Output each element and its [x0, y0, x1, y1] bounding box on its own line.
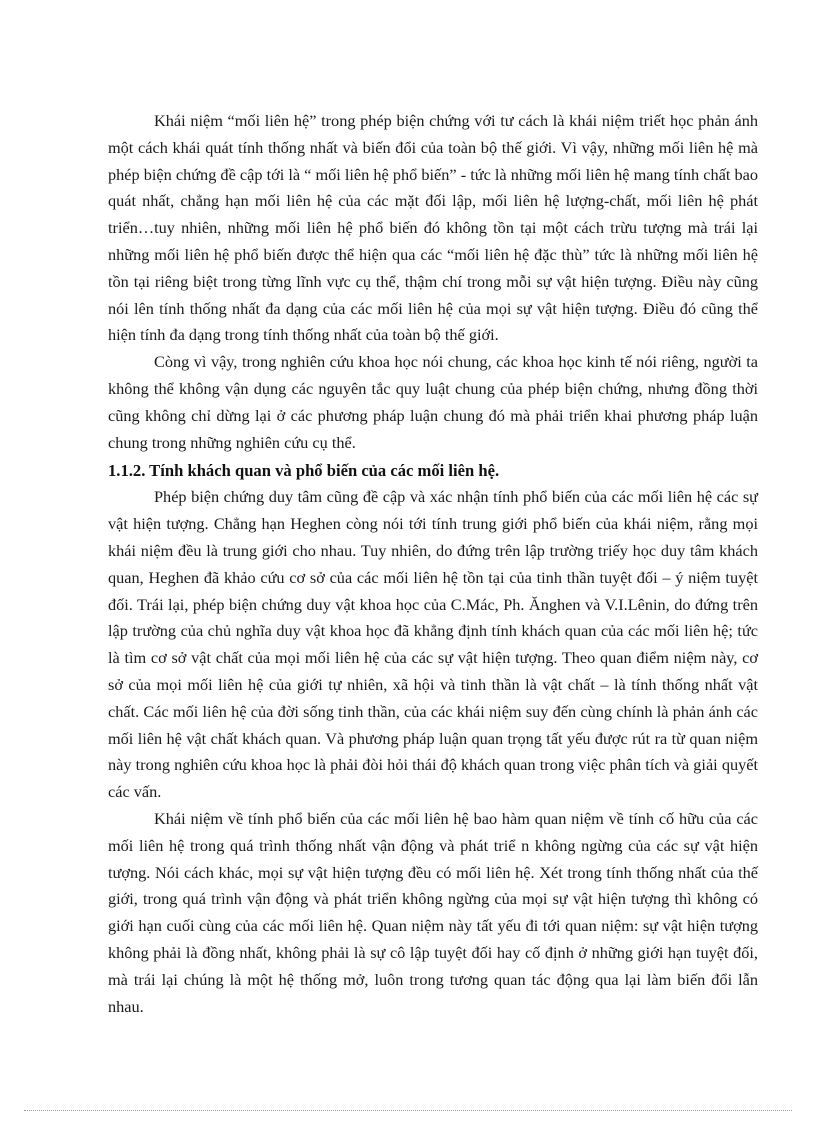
- document-page: [108, 108, 758, 1020]
- section-heading: 1.1.2. Tính khách quan và phổ biến của các mối liên hệ.: [108, 461, 500, 481]
- paragraph-universality: Khái niệm về tính phổ biến của các mối liên hệ bao hàm quan niệm về tính cố hữu của các mối liên hệ trong quá trình thống nhất vận động và phát triể n không ngừng của các sự vật hiện tượng. Nói cách khác, mọi sự vật hiện tượng đều có mối liên hệ. Xét trong tính thống nhất của thế giới, trong quá trình vận động và phát triển không ngừng của mọi sự vật hiện tượng thì không có giới hạn cuối cùng của các mối liên hệ. Quan niệm này tất yếu đi tới quan niệm: sự vật hiện tượng không phải là đồng nhất, không phải là sự cô lập tuyệt đối hay cố định ở những giới hạn tuyệt đối, mà trái lại chúng là một hệ thống mở, luôn trong tương quan tác động qua lại làm biến đổi lẫn nhau.: [108, 808, 758, 1016]
- paragraph-research-application: Còng vì vậy, trong nghiên cứu khoa học nói chung, các khoa học kinh tế nói riêng, người ta không thể không vận dụng các nguyên tắc quy luật chung của phép biện chứng, nhưng đồng thời cũng không chỉ dừng lại ở các phương pháp luận chung đó mà phải triển khai phương pháp luận chung trong những nghiên cứu cụ thể.: [108, 352, 758, 452]
- page-bottom-divider: [24, 1110, 792, 1111]
- paragraph-objectivity: Phép biện chứng duy tâm cũng đề cập và xác nhận tính phổ biến của các mối liên hệ các sự vật hiện tượng. Chẳng hạn Heghen còng nói tới tính trung giới phổ biến của khái niệm, rằng mọi khái niệm đều là trung giới cho nhau. Tuy nhiên, do đứng trên lập trường triếy học duy tâm khách quan, Heghen đã khảo cứu cơ sở của các mối liên hệ tồn tại của tinh thần tuyệt đối – ý niệm tuyệt đối. Trái lại, phép biện chứng duy vật khoa học của C.Mác, Ph. Ănghen và V.I.Lênin, do đứng trên lập trường của chủ nghĩa duy vật khoa học đã khẳng định tính khách quan của các mối liên hệ; tức là tìm cơ sở vật chất của mọi mối liên hệ của các sự vật hiện tượng. Theo quan điểm niệm này, cơ sở của mọi mối liên hệ của giới tự nhiên, xã hội và tinh thần là vật chất – là tính thống nhất vật chất. Các mối liên hệ của đời sống tinh thần, của các khái niệm suy đến cùng chính là phản ánh các mối liên hệ vật chất khách quan. Và phương pháp luận quan trọng tất yếu được rút ra từ quan niệm này trong nghiên cứu khoa học là phải đòi hỏi thái độ khách quan trong việc phân tích và giải quyết các vấn.: [108, 487, 758, 802]
- paragraph-mối-liên-hệ-concept: Khái niệm “mối liên hệ” trong phép biện chứng với tư cách là khái niệm triết học phản ánh một cách khái quát tính thống nhất và biến đổi của toàn bộ thế giới. Vì vậy, những mối liên hệ mà phép biện chứng đề cập tới là “ mối liên hệ phổ biến” - tức là những mối liên hệ mang tính chất bao quát nhất, chẳng hạn mối liên hệ của các mặt đối lập, mối liên hệ lượng-chất, mối liên hệ phát triển…tuy nhiên, những mối liên hệ phổ biến đó không tồn tại một cách trừu tượng mà trái lại những mối liên hệ phổ biến được thể hiện qua các “mối liên hệ đặc thù” tức là những mối liên hệ tồn tại riêng biệt trong từng lĩnh vực cụ thể, thậm chí trong mỗi sự vật hiện tượng. Điều này cũng nói lên tính thống nhất đa dạng của các mối liên hệ của mọi sự vật hiện tượng. Điều đó cũng thể hiện tính đa dạng trong tính thống nhất của toàn bộ thế giới.: [108, 111, 758, 345]
